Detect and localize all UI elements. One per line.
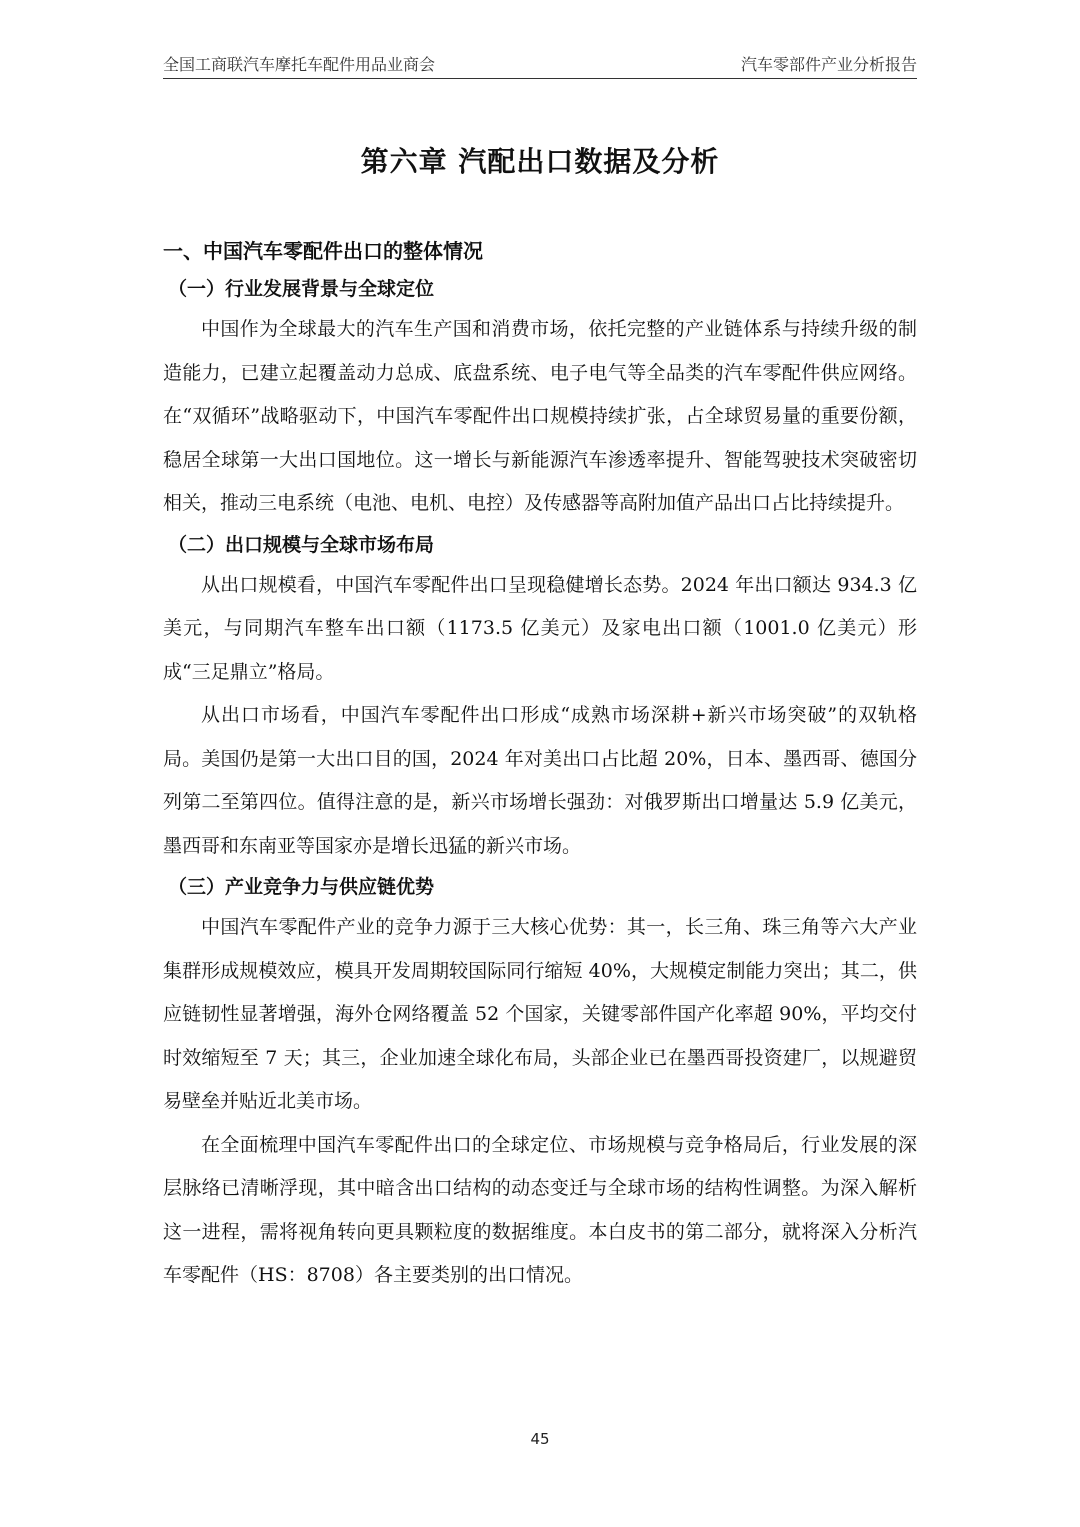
paragraph-export-markets: 从出口市场看，中国汽车零配件出口形成“成熟市场深耕+新兴市场突破”的双轨格局。美国仍是第一大出口目的国，2024 年对美出口占比超 20%，日本、墨西哥、德国分列第二至第四位。值得注意的是，新兴市场增长强劲：对俄罗斯出口增量达 5.9 亿美元，墨西哥和东南亚等国家亦是增长迅猛的新兴市场。 [163, 704, 917, 857]
paragraph-competitiveness: 中国汽车零配件产业的竞争力源于三大核心优势：其一，长三角、珠三角等六大产业集群形成规模效应，模具开发周期较国际同行缩短 40%，大规模定制能力突出；其二，供应链韧性显著增强，海外仓网络覆盖 52 个国家，关键零部件国产化率超 90%，平均交付时效缩短至 7 天；其三，企业加速全球化布局，头部企业已在墨西哥投资建厂，以规避贸易壁垒并贴近北美市场。 [163, 916, 917, 1112]
main-content [163, 232, 917, 1298]
paragraph-transition: 在全面梳理中国汽车零配件出口的全球定位、市场规模与竞争格局后，行业发展的深层脉络已清晰浮现，其中暗含出口结构的动态变迁与全球市场的结构性调整。为深入解析这一进程，需将视角转向更具颗粒度的数据维度。本白皮书的第二部分，就将深入分析汽车零配件（HS：8708）各主要类别的出口情况。 [163, 1133, 917, 1286]
paragraph-export-scale: 从出口规模看，中国汽车零配件出口呈现稳健增长态势。2024 年出口额达 934.3 亿美元，与同期汽车整车出口额（1173.5 亿美元）及家电出口额（1001.0 亿美元）形成“三足鼎立”格局。 [163, 573, 917, 683]
header-report-title: 汽车零部件产业分析报告 [740, 55, 917, 74]
page-header [163, 52, 917, 79]
paragraph-background: 中国作为全球最大的汽车生产国和消费市场，依托完整的产业链体系与持续升级的制造能力，已建立起覆盖动力总成、底盘系统、电子电气等全品类的汽车零配件供应网络。在“双循环”战略驱动下，中国汽车零配件出口规模持续扩张，占全球贸易量的重要份额，稳居全球第一大出口国地位。这一增长与新能源汽车渗透率提升、智能驾驶技术突破密切相关，推动三电系统（电池、电机、电控）及传感器等高附加值产品出口占比持续提升。 [163, 318, 917, 514]
header-organization: 全国工商联汽车摩托车配件用品业商会 [163, 55, 436, 74]
subsection-heading-export-scale: （二）出口规模与全球市场布局 [168, 533, 435, 556]
page-number: 45 [530, 1430, 550, 1448]
chapter-title: 第六章 汽配出口数据及分析 [360, 145, 720, 178]
section-heading: 一、中国汽车零配件出口的整体情况 [163, 239, 483, 263]
subsection-heading-background: （一）行业发展背景与全球定位 [168, 278, 435, 300]
subsection-heading-competitiveness: （三）产业竞争力与供应链优势 [168, 876, 435, 898]
